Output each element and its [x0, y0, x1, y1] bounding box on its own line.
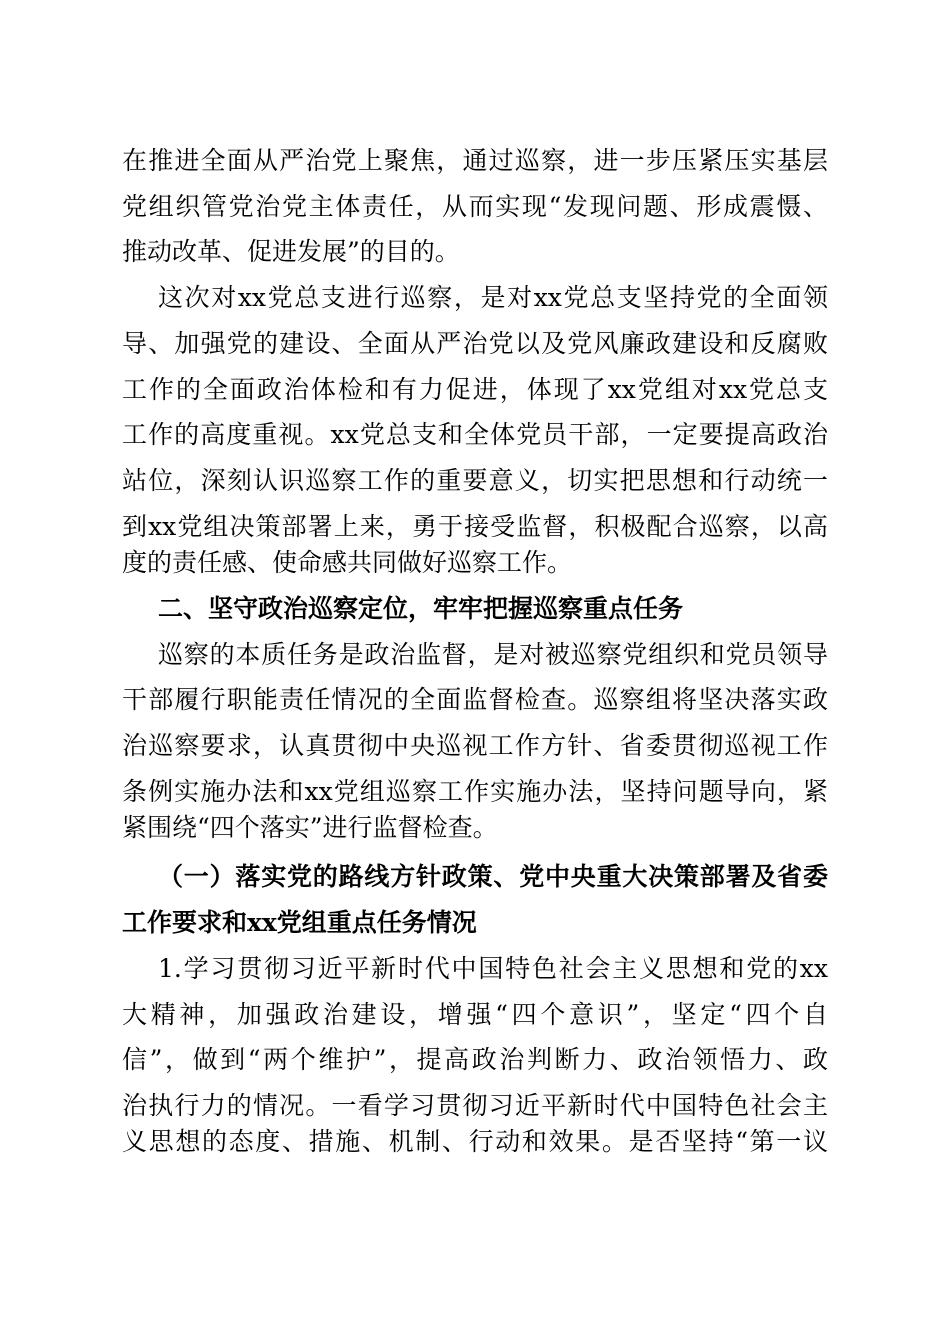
body-text-line: 治执行力的情况。一看学习贯彻习近平新时代中国特色社会主: [122, 1091, 828, 1120]
subsection-heading: （一）落实党的路线方针政策、党中央重大决策部署及省委: [158, 862, 828, 891]
body-text-line: 紧围绕“四个落实”进行监督检查。: [122, 813, 498, 842]
body-text-line: 工作的高度重视。xx党总支和全体党员干部，一定要提高政治: [122, 420, 828, 449]
body-text-line: 导、加强党的建设、全面从严治党以及党风廉政建设和反腐败: [122, 329, 828, 358]
body-text-line: 1.学习贯彻习近平新时代中国特色社会主义思想和党的xx: [158, 954, 828, 983]
body-text-line: 这次对xx党总支进行巡察，是对xx党总支坚持党的全面领: [158, 283, 828, 312]
body-text-line: 信”，做到“两个维护”，提高政治判断力、政治领悟力、政: [122, 1045, 828, 1074]
subsection-heading: 工作要求和xx党组重点任务情况: [122, 908, 477, 937]
body-text-line: 在推进全面从严治党上聚焦，通过巡察，进一步压紧压实基层: [122, 146, 828, 175]
body-text-line: 工作的全面政治体检和有力促进，体现了xx党组对xx党总支: [122, 375, 828, 404]
body-text-line: 大精神，加强政治建设，增强“四个意识”，坚定“四个自: [122, 1000, 828, 1029]
body-text-line: 干部履行职能责任情况的全面监督检查。巡察组将坚决落实政: [122, 685, 828, 714]
body-text-line: 推动改革、促进发展”的目的。: [122, 237, 460, 266]
body-text-line: 巡察的本质任务是政治监督，是对被巡察党组织和党员领导: [158, 640, 828, 669]
body-text-line: 治巡察要求，认真贯彻中央巡视工作方针、省委贯彻巡视工作: [122, 731, 828, 760]
body-text-line: 条例实施办法和xx党组巡察工作实施办法，坚持问题导向，紧: [122, 777, 828, 806]
section-heading: 二、坚守政治巡察定位，牢牢把握巡察重点任务: [158, 594, 684, 623]
body-text-line: 义思想的态度、措施、机制、行动和效果。是否坚持“第一议: [122, 1127, 828, 1156]
body-text-line: 到xx党组决策部署上来，勇于接受监督，积极配合巡察，以高: [122, 512, 828, 541]
body-text-line: 党组织管党治党主体责任，从而实现“发现问题、形成震慑、: [122, 192, 828, 221]
body-text-line: 度的责任感、使命感共同做好巡察工作。: [122, 548, 573, 577]
body-text-line: 站位，深刻认识巡察工作的重要意义，切实把思想和行动统一: [122, 466, 828, 495]
